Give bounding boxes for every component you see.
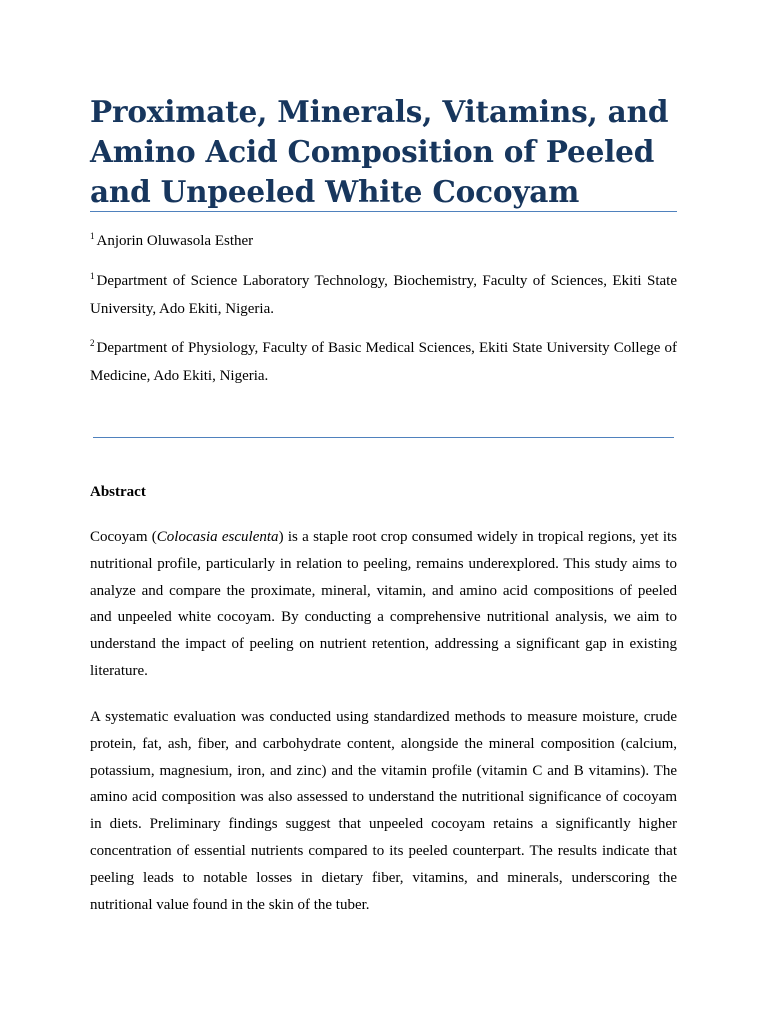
abstract-p2-line: A systematic evaluation was conducted using standardized methods to measure moisture, crude <box>90 709 677 725</box>
title-line: Amino Acid Composition of Peeled <box>90 134 655 169</box>
affiliation-2-line-1: Department of Physiology, Faculty of Basic Medical Sciences, Ekiti State University College of <box>96 340 677 356</box>
abstract-p2-line: peeling leads to notable losses in dietary fiber, vitamins, and minerals, underscoring the <box>90 869 677 886</box>
abstract-p2-line: protein, fat, ash, fiber, and carbohydrate content, alongside the mineral composition (calcium, <box>90 735 677 752</box>
abstract-paragraph-1 <box>90 524 677 685</box>
author-line <box>90 228 677 256</box>
abstract-p2-line: nutritional value found in the skin of the tuber. <box>90 896 370 913</box>
abstract-p1-line: understand the impact of peeling on nutrient retention, addressing a significant gap in existing <box>90 636 677 653</box>
abstract-p1-line: and unpeeled white cocoyam. By conducting a comprehensive nutritional analysis, we aim to <box>90 609 677 626</box>
species-name: Colocasia esculenta <box>156 529 279 545</box>
abstract-p1-line <box>90 524 677 551</box>
abstract-paragraph-2 <box>90 704 677 918</box>
author-affiliation-marker: 1 <box>90 231 95 241</box>
affiliation-2-marker: 2 <box>90 338 95 348</box>
title-underline-divider <box>90 211 677 212</box>
abstract-p1-text: Cocoyam ( <box>90 529 157 545</box>
abstract-p1-line: nutritional profile, particularly in relation to peeling, remains underexplored. This study aims to <box>90 555 677 572</box>
abstract-p2-line: potassium, magnesium, iron, and zinc) and the vitamin profile (vitamin C and B vitamins). The <box>90 762 677 779</box>
section-divider <box>93 437 674 438</box>
abstract-p1-line: analyze and compare the proximate, mineral, vitamin, and amino acid compositions of peeled <box>90 582 677 599</box>
author-name: Anjorin Oluwasola Esther <box>96 233 254 249</box>
affiliation-1 <box>90 268 677 323</box>
abstract-p2-line: amino acid composition was also assessed to understand the nutritional significance of cocoyam <box>90 789 677 806</box>
abstract-p2-line: in diets. Preliminary findings suggest that unpeeled cocoyam retains a significantly higher <box>90 816 677 833</box>
affiliation-2-line-2: Medicine, Ado Ekiti, Nigeria. <box>90 367 269 384</box>
abstract-p2-line: concentration of essential nutrients compared to its peeled counterpart. The results indicate that <box>90 842 677 859</box>
affiliation-1-line-2: University, Ado Ekiti, Nigeria. <box>90 300 274 317</box>
title-line: and Unpeeled White Cocoyam <box>90 174 580 209</box>
affiliation-1-line-1: Department of Science Laboratory Technology, Biochemistry, Faculty of Sciences, Ekiti State <box>96 273 677 289</box>
paper-title <box>90 92 677 212</box>
abstract-p1-line: literature. <box>90 662 148 679</box>
affiliation-1-marker: 1 <box>90 271 95 281</box>
title-line: Proximate, Minerals, Vitamins, and <box>90 94 669 129</box>
abstract-heading: Abstract <box>90 484 146 500</box>
affiliation-2 <box>90 335 677 390</box>
abstract-p1-text: ) is a staple root crop consumed widely in tropical regions, yet its <box>278 529 678 545</box>
